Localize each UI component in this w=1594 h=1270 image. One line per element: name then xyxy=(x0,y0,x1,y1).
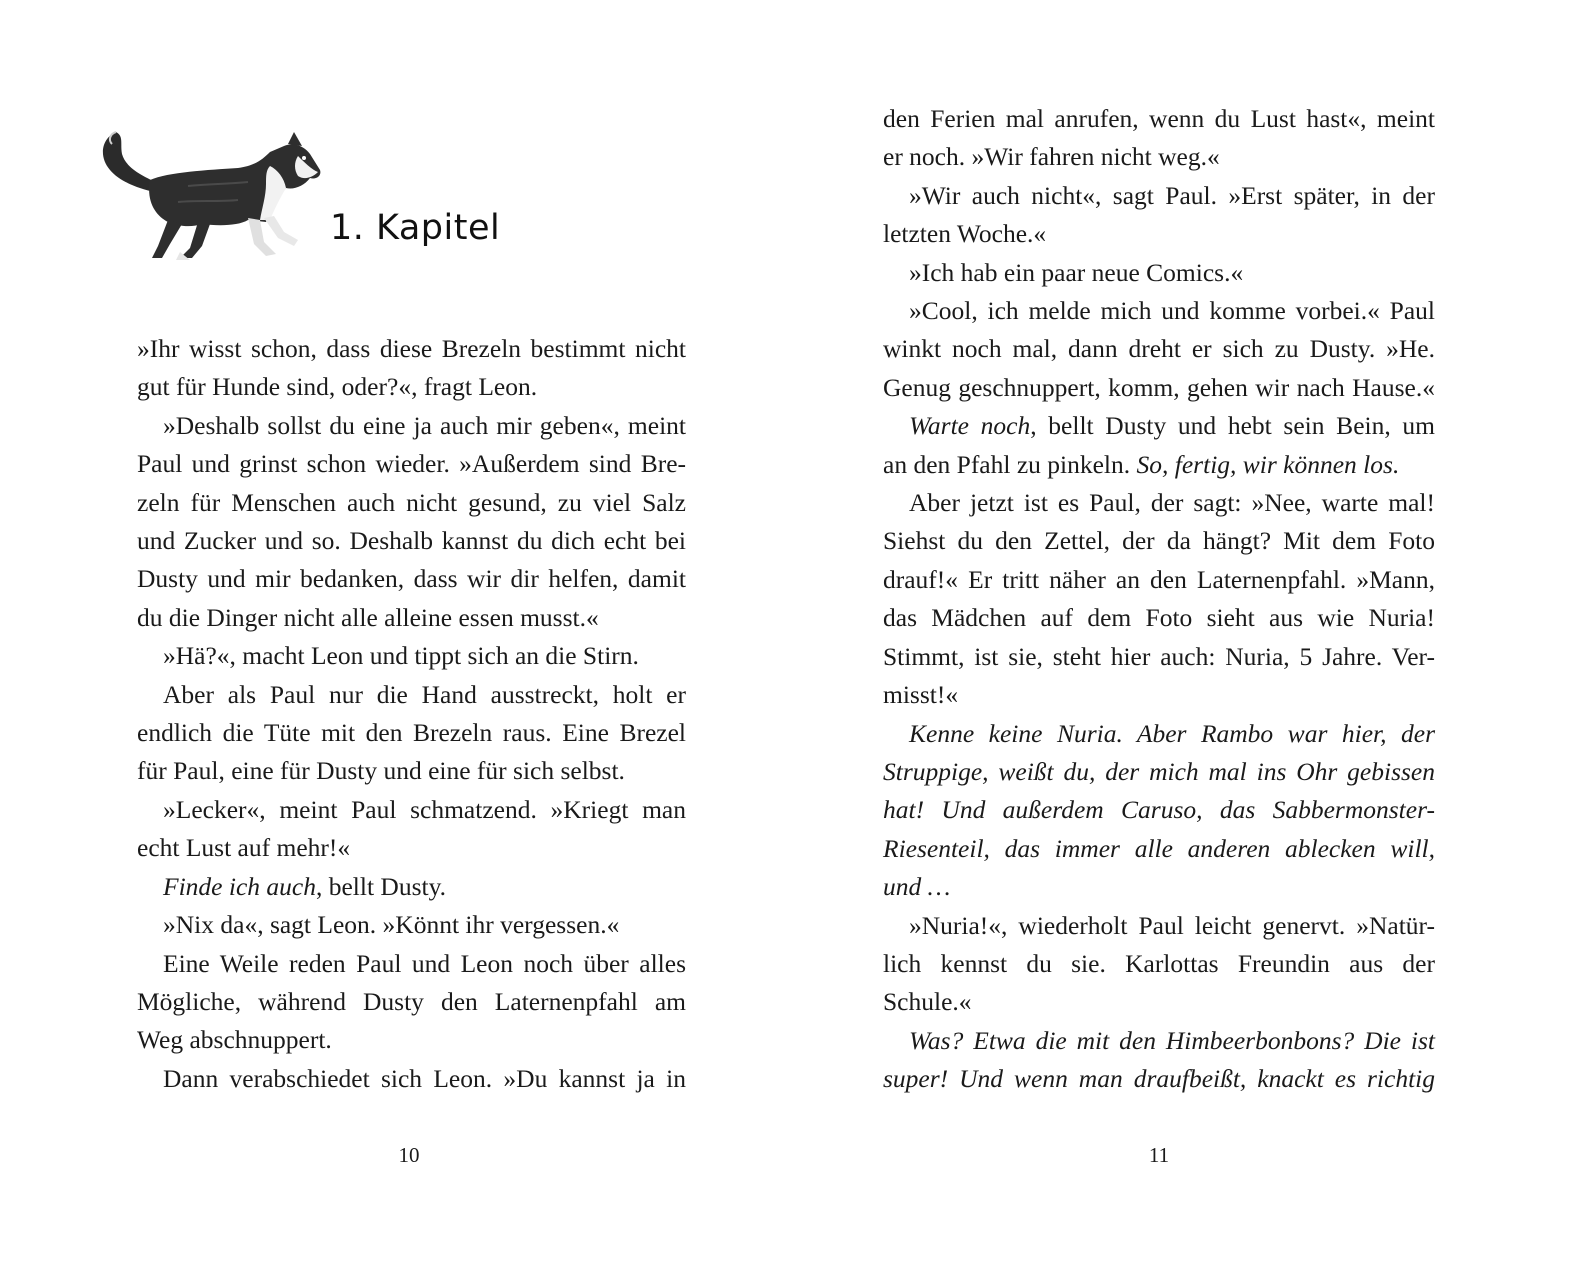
left-page-body-text xyxy=(137,330,686,1098)
text-line: Dusty und mir bedanken, dass wir dir helfen, damit xyxy=(137,564,686,594)
text-line: Struppige, weißt du, der mich mal ins Ohr gebissen xyxy=(883,756,1435,786)
text-line: zeln für Menschen auch nicht gesund, zu viel Salz xyxy=(137,487,686,517)
text-line: super! Und wenn man draufbeißt, knackt es richtig xyxy=(883,1064,1435,1094)
text-line: »Ich hab ein paar neue Comics.« xyxy=(909,257,1244,287)
text-line: misst!« xyxy=(883,680,959,710)
text-line: »Wir auch nicht«, sagt Paul. »Erst später, in der xyxy=(909,180,1435,210)
text-line: Aber jetzt ist es Paul, der sagt: »Nee, warte mal! xyxy=(909,488,1435,518)
text-line: du die Dinger nicht alle alleine essen musst.« xyxy=(137,602,599,632)
text-line: letzten Woche.« xyxy=(883,219,1047,249)
text-line: Kenne keine Nuria. Aber Rambo war hier, der xyxy=(909,718,1435,748)
text-line: an den Pfahl zu pinkeln. So, fertig, wir können los. xyxy=(883,449,1400,479)
text-line: und Zucker und so. Deshalb kannst du dich echt bei xyxy=(137,526,686,556)
text-line: den Ferien mal anrufen, wenn du Lust hast«, meint xyxy=(883,104,1435,133)
text-line: das Mädchen auf dem Foto sieht aus wie Nuria! xyxy=(883,603,1435,633)
text-line: Stimmt, ist sie, steht hier auch: Nuria, 5 Jahre. Ver- xyxy=(883,641,1435,671)
text-line: Genug geschnuppert, komm, gehen wir nach Hause.« xyxy=(883,372,1435,402)
page-number-right: 11 xyxy=(1148,1143,1170,1167)
text-line: winkt noch mal, dann dreht er sich zu Dusty. »He. xyxy=(883,334,1435,364)
text-line: Aber als Paul nur die Hand ausstreckt, holt er xyxy=(163,679,686,709)
text-line: »Deshalb sollst du eine ja auch mir geben«, meint xyxy=(163,410,686,440)
text-line: »Nix da«, sagt Leon. »Könnt ihr vergessen.« xyxy=(163,910,620,940)
right-page xyxy=(797,0,1594,1270)
text-line: drauf!« Er tritt näher an den Laternenpfahl. »Mann, xyxy=(883,564,1435,594)
text-line: und … xyxy=(883,872,951,902)
text-line: Riesenteil, das immer alle anderen ablecken will, xyxy=(883,833,1435,863)
text-line: Siehst du den Zettel, der da hängt? Mit dem Foto xyxy=(883,526,1435,556)
text-line: Was? Etwa die mit den Himbeerbonbons? Die ist xyxy=(909,1025,1435,1055)
text-line: Schule.« xyxy=(883,987,972,1017)
text-line: »Nuria!«, wiederholt Paul leicht genervt. »Natür- xyxy=(909,910,1435,940)
dog-illustration-icon xyxy=(98,126,328,266)
text-line: echt Lust auf mehr!« xyxy=(137,833,351,863)
chapter-title: 1. Kapitel xyxy=(330,208,501,248)
text-line: gut für Hunde sind, oder?«, fragt Leon. xyxy=(137,372,538,402)
text-line: Mögliche, während Dusty den Laternenpfahl am xyxy=(137,986,686,1016)
text-line: endlich die Tüte mit den Brezeln raus. Eine Brezel xyxy=(137,718,686,748)
text-line: Paul und grinst schon wieder. »Außerdem sind Bre- xyxy=(137,449,686,479)
text-line: »Hä?«, macht Leon und tippt sich an die Stirn. xyxy=(163,641,639,671)
text-line: er noch. »Wir fahren nicht weg.« xyxy=(883,142,1220,172)
text-line: für Paul, eine für Dusty und eine für sich selbst. xyxy=(137,756,625,786)
text-line: hat! Und außerdem Caruso, das Sabbermonster- xyxy=(883,795,1435,825)
text-line: Weg abschnuppert. xyxy=(137,1025,332,1055)
chapter-heading xyxy=(98,126,518,266)
right-page-body-text xyxy=(883,100,1435,1099)
text-line: »Lecker«, meint Paul schmatzend. »Kriegt man xyxy=(163,794,686,824)
text-line: Finde ich auch, bellt Dusty. xyxy=(163,871,447,901)
text-line: Warte noch, bellt Dusty und hebt sein Bein, um xyxy=(909,411,1435,441)
text-line: »Cool, ich melde mich und komme vorbei.« Paul xyxy=(909,296,1435,326)
page-number-left: 10 xyxy=(398,1143,420,1167)
text-line: Dann verabschiedet sich Leon. »Du kannst ja in xyxy=(163,1063,686,1093)
text-line: lich kennst du sie. Karlottas Freundin aus der xyxy=(883,948,1435,978)
text-line: »Ihr wisst schon, dass diese Brezeln bestimmt nicht xyxy=(137,334,686,363)
text-line: Eine Weile reden Paul und Leon noch über alles xyxy=(163,948,686,978)
